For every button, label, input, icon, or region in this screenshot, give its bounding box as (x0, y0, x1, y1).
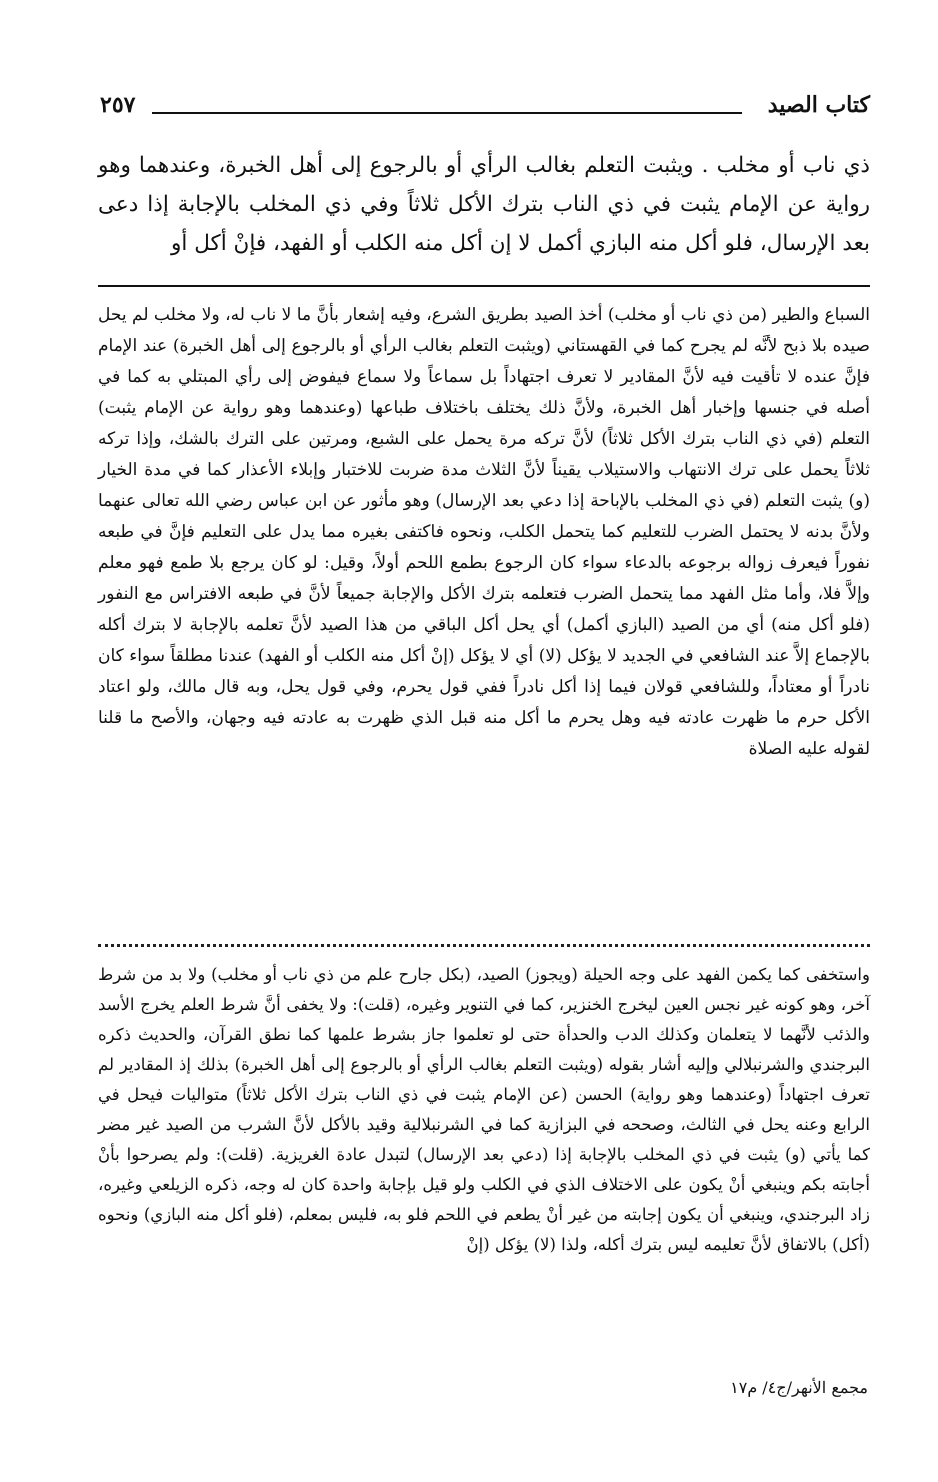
section-divider (98, 285, 870, 287)
page-number: ٢٥٧ (100, 92, 136, 118)
page-footer-signature: مجمع الأنهر/ج٤/ م١٧ (730, 1378, 868, 1397)
chapter-title: كتاب الصيد (767, 92, 870, 118)
commentary-paragraph: السباع والطير (من ذي ناب أو مخلب) أخذ الصيد بطريق الشرع، وفيه إشعار بأنَّ ما لا ناب له، ولا مخلب لم يحل صيده بلا ذبح لأنَّه لم يجرح كما في القهستاني (ويثبت التعلم بغالب الرأي أو بالرجوع إلى أهل الخبرة) عند الإمام فإنَّ عنده لا تأقيت فيه لأنَّ المقادير لا تعرف اجتهاداً بل سماعاً ولا سماع فيفوض إلى رأي المبتلي به كما في أصله في جنسها وإخبار أهل الخبرة، ولأنَّ ذلك يختلف باختلاف طباعها (وعندهما وهو رواية عن الإمام يثبت) التعلم (في ذي الناب بترك الأكل ثلاثاً) لأنَّ تركه مرة يحمل على الشبع، ومرتين على الترك بالشك، وإذا تركه ثلاثاً يحمل على ترك الانتهاب والاستيلاب يقيناً لأنَّ الثلاث مدة ضربت للاختبار وإبلاء الأعذار كما في مدة الخيار (و) يثبت التعلم (في ذي المخلب بالإباحة إذا دعي بعد الإرسال) وهو مأثور عن ابن عباس رضي الله تعالى عنهما ولأنَّ بدنه لا يحتمل الضرب للتعليم كما يتحمل الكلب، ونحوه فاكتفى بغيره مما يدل على التعليم فإنَّ في طبعه نفوراً فيعرف زواله برجوعه بالدعاء سواء كان الرجوع بطمع اللحم أولاً، وقيل: لو كان يرجع بلا طمع فهو معلم وإلاَّ فلا، وأما مثل الفهد مما يتحمل الضرب فتعلمه بترك الأكل والإجابة جميعاً لأنَّ في طبعه الافتراس مع النفور (فلو أكل منه) أي من الصيد (البازي أكمل) أي يحل أكل الباقي من هذا الصيد لأنَّ تعلمه بالإجابة لا بترك أكله بالإجماع إلاَّ عند الشافعي في الجديد لا يؤكل (لا) أي لا يؤكل (إنْ أكل منه الكلب أو الفهد) عندنا مطلقاً سواء كان نادراً أو معتاداً، وللشافعي قولان فيما إذا أكل نادراً ففي قول يحرم، وفي قول يحل، وبه قال مالك، ولو اعتاد الأكل حرم ما ظهرت عادته فيه وهل يحرم ما أكل منه قبل الذي ظهرت به عادته فيه وجهان، والأصح ما قلنا لقوله عليه الصلاة (98, 305, 870, 759)
main-text-paragraph: ذي ناب أو مخلب . ويثبت التعلم بغالب الرأي أو بالرجوع إلى أهل الخبرة، وعندهما وهو رواية عن الإمام يثبت في ذي الناب بترك الأكل ثلاثاً وفي ذي المخلب بالإجابة إذا دعى بعد الإرسال، فلو أكل منه البازي أكمل لا إن أكل منه الكلب أو الفهد، فإنْ أكل أو (98, 153, 870, 256)
dotted-separator (98, 944, 870, 953)
commentary-block (98, 300, 870, 765)
header-rule (152, 112, 742, 114)
main-text-block (98, 146, 870, 263)
page-header (100, 88, 870, 128)
gloss-paragraph: واستخفى كما يكمن الفهد على وجه الحيلة (ويجوز) الصيد، (بكل جارح علم من ذي ناب أو مخلب) ولا بد من شرط آخر، وهو كونه غير نجس العين ليخرج الخنزير، كما في التنوير وغيره، (قلت): ولا يخفى أنَّ شرط العلم يخرج الأسد والذئب لأنَّهما لا يتعلمان وكذلك الدب والحدأة حتى لو تعلموا جاز بشرط علمها كما نطق القرآن، والحديث ذكره البرجندي والشرنبلالي وإليه أشار بقوله (ويثبت التعلم بغالب الرأي أو بالرجوع إلى أهل الخبرة) بذلك إذ المقادير لم تعرف اجتهاداً (وعندهما وهو رواية) الحسن (عن الإمام يثبت في ذي الناب بترك الأكل ثلاثاً) متواليات فيحل في الرابع وعنه يحل في الثالث، وصححه في البزازية كما في الشرنبلالية وقيد بالأكل لأنَّ الشرب من الصيد غير مضر كما يأتي (و) يثبت في ذي المخلب بالإجابة إذا (دعي بعد الإرسال) لتبدل عادة الغريزية. (قلت): ولم يصرحوا بأنْ أجابته بكم وينبغي أنْ يكون على الاختلاف الذي في الكلب ولو قيل بإجابة واحدة كان له وجه، ذكره الزيلعي وغيره، زاد البرجندي، وينبغي أن يكون إجابته من غير أنْ يطعم في اللحم فلو به، فليس بمعلم، (فلو أكل منه البازي) ونحوه (أكل) بالاتفاق لأنَّ تعليمه ليس بترك أكله، ولذا (لا) يؤكل (إنْ (98, 965, 870, 1254)
gloss-block (98, 960, 870, 1260)
